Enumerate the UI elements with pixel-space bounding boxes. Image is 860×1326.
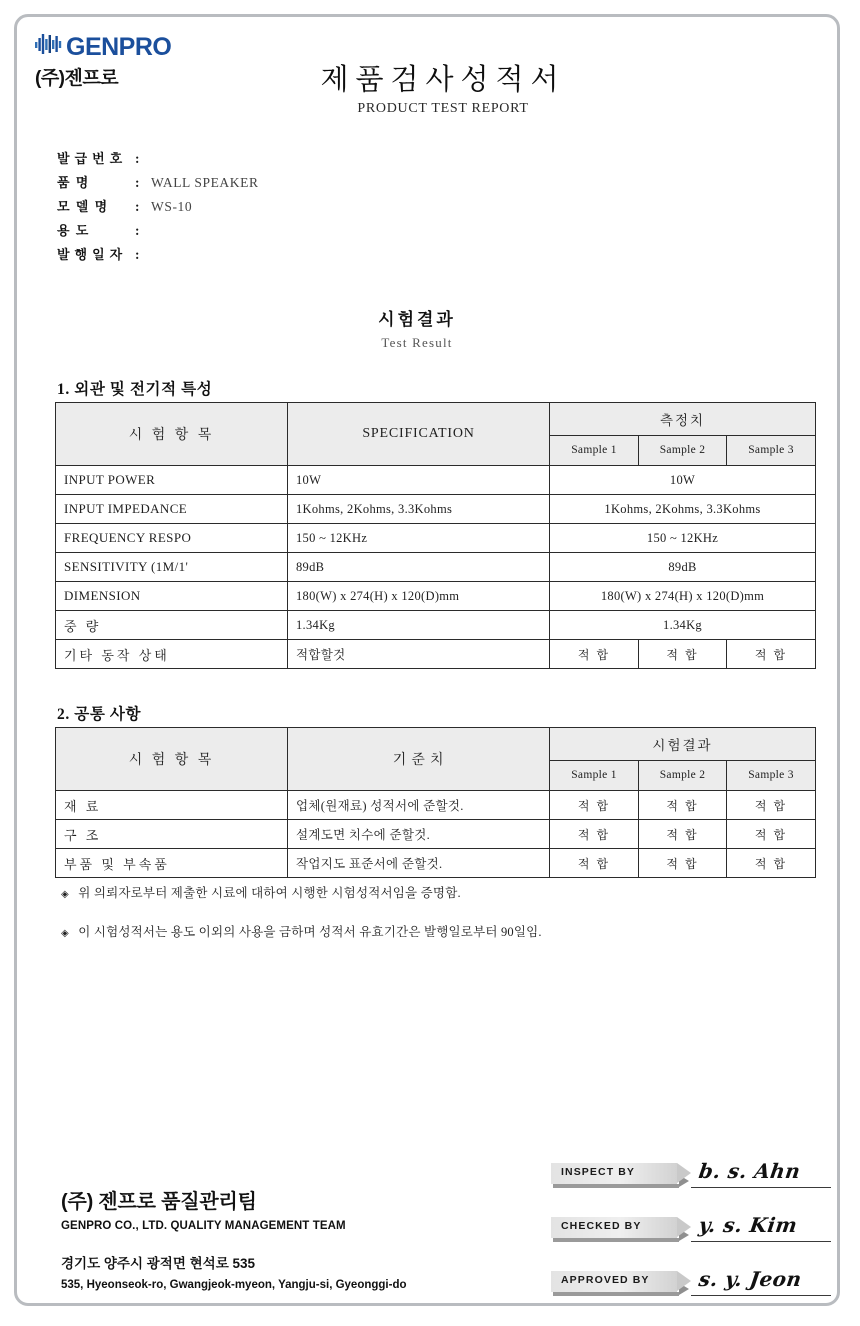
cell-sample-2: 적 합 [639,849,727,878]
waveform-icon [35,33,63,60]
table-appearance-electrical [55,402,816,669]
signature-rule [691,1295,831,1296]
note-text: 위 의뢰자로부터 제출한 시료에 대하여 시행한 시험성적서임을 증명함. [78,886,461,900]
meta-label: 용 도 [57,223,90,238]
table-row [56,611,816,640]
cell-measured: 150 ~ 12KHz [550,524,816,553]
cell-item: INPUT POWER [56,466,288,495]
cell-measured: 180(W) x 274(H) x 120(D)mm [550,582,816,611]
cell-sample-2: 적 합 [639,791,727,820]
table-row [56,553,816,582]
notes-list [61,883,761,961]
cell-item: 부품 및 부속품 [56,849,288,878]
col-header-sample-1: Sample 1 [550,760,639,790]
cell-standard: 설계도면 치수에 준할것. [288,820,550,849]
meta-value: WS-10 [151,199,193,214]
col-header-sample-3: Sample 3 [727,760,816,790]
cell-measured: 89dB [550,553,816,582]
signature-name: s. y. Jeon [697,1267,804,1291]
cell-specification: 180(W) x 274(H) x 120(D)mm [288,582,550,611]
table-common-items [55,727,816,878]
meta-colon: : [135,199,140,214]
company-logo [35,33,295,90]
note-item [61,922,761,940]
logo-korean-name: (주)젠프로 [35,68,119,89]
title-korean: 제품검사성적서 [320,64,566,96]
signature-rule [691,1241,831,1242]
diamond-bullet-icon: ◈ [61,928,69,939]
document-page [14,14,840,1306]
test-result-heading-korean: 시험결과 [378,310,456,329]
cell-item: FREQUENCY RESPO [56,524,288,553]
col-header-item: 시 험 항 목 [56,403,288,466]
cell-standard: 작업지도 표준서에 준할것. [288,849,550,878]
cell-sample-2: 적 합 [639,640,727,669]
cell-item: DIMENSION [56,582,288,611]
cell-specification: 10W [288,466,550,495]
signature-label: INSPECT BY [561,1166,636,1178]
cell-item: 구 조 [56,820,288,849]
cell-sample-1: 적 합 [550,849,639,878]
meta-label: 발행일자 [57,247,128,262]
signature-label: APPROVED BY [561,1274,650,1286]
table-row [56,820,816,849]
company-address-korean: 경기도 양주시 광적면 현석로 535 [61,1256,256,1271]
test-result-heading [317,305,517,351]
table-row [56,791,816,820]
signature-row-checked [551,1213,831,1256]
signature-row-inspect [551,1159,831,1202]
cell-standard: 업체(원재료) 성적서에 준할것. [288,791,550,820]
meta-value: WALL SPEAKER [151,175,259,190]
cell-item: 기타 동작 상태 [56,640,288,669]
table-row [56,582,816,611]
note-item [61,883,761,901]
col-header-sample-1: Sample 1 [550,435,639,465]
title-english: PRODUCT TEST REPORT [357,100,529,116]
company-name-korean: (주) 젠프로 품질관리팀 [61,1191,257,1213]
company-name-english: GENPRO CO., LTD. QUALITY MANAGEMENT TEAM [61,1220,346,1232]
cell-sample-2: 적 합 [639,820,727,849]
col-header-specification: SPECIFICATION [288,403,550,466]
meta-row-issue-number [57,148,259,172]
signature-block [551,1159,831,1325]
col-header-sample-2: Sample 2 [639,760,727,790]
cell-sample-3: 적 합 [727,791,816,820]
cell-sample-3: 적 합 [727,849,816,878]
cell-sample-3: 적 합 [727,820,816,849]
cell-item: INPUT IMPEDANCE [56,495,288,524]
meta-row-product-name [57,172,259,196]
cell-item: 재 료 [56,791,288,820]
test-result-heading-english: Test Result [381,335,453,350]
meta-row-model-name [57,196,259,220]
document-meta [57,148,259,268]
cell-measured: 1Kohms, 2Kohms, 3.3Kohms [550,495,816,524]
cell-specification: 1.34Kg [288,611,550,640]
banner-shadow [553,1238,679,1242]
banner-shadow [553,1292,679,1296]
meta-colon: : [135,223,140,238]
section-1-title: 1. 외관 및 전기적 특성 [57,381,213,398]
col-header-item: 시 험 항 목 [56,728,288,791]
footer-company-info [61,1185,407,1291]
meta-row-issue-date [57,244,259,268]
table-row [56,849,816,878]
signature-rule [691,1187,831,1188]
cell-specification: 적합할것 [288,640,550,669]
signature-name: y. s. Kim [697,1213,799,1237]
col-header-sample-2: Sample 2 [639,435,727,465]
cell-specification: 150 ~ 12KHz [288,524,550,553]
note-text: 이 시험성적서는 용도 이외의 사용을 금하며 성적서 유효기간은 발행일로부터 90일임. [78,925,542,939]
col-header-test-result-group: 시험결과 [550,728,816,761]
company-address-english: 535, Hyeonseok-ro, Gwangjeok-myeon, Yangju-si, Gyeonggi-do [61,1279,407,1291]
cell-sample-1: 적 합 [550,820,639,849]
meta-colon: : [135,151,140,166]
cell-measured: 10W [550,466,816,495]
cell-sample-1: 적 합 [550,640,639,669]
signature-label: CHECKED BY [561,1220,642,1232]
diamond-bullet-icon: ◈ [61,889,69,900]
table-row [56,495,816,524]
cell-measured: 1.34Kg [550,611,816,640]
cell-specification: 1Kohms, 2Kohms, 3.3Kohms [288,495,550,524]
col-header-measured-group: 측정치 [550,403,816,436]
meta-label: 모 델 명 [57,199,109,214]
table-header-row [56,728,816,761]
table-header-row [56,403,816,436]
col-header-standard: 기 준 치 [288,728,550,791]
meta-colon: : [135,175,140,190]
page-title [263,65,623,117]
col-header-sample-3: Sample 3 [727,435,816,465]
table-row [56,466,816,495]
meta-label: 품 명 [57,175,90,190]
signature-row-approved [551,1267,831,1310]
table-row [56,524,816,553]
cell-sample-3: 적 합 [727,640,816,669]
table-row [56,640,816,669]
cell-item: SENSITIVITY (1M/1' [56,553,288,582]
cell-item: 중 량 [56,611,288,640]
signature-name: b. s. Ahn [697,1159,802,1183]
banner-shadow [553,1184,679,1188]
cell-sample-1: 적 합 [550,791,639,820]
meta-label: 발급번호 [57,151,128,166]
meta-row-usage [57,220,259,244]
meta-colon: : [135,247,140,262]
section-2-title: 2. 공통 사항 [57,706,142,723]
cell-specification: 89dB [288,553,550,582]
logo-wordmark: GENPRO [66,33,172,61]
